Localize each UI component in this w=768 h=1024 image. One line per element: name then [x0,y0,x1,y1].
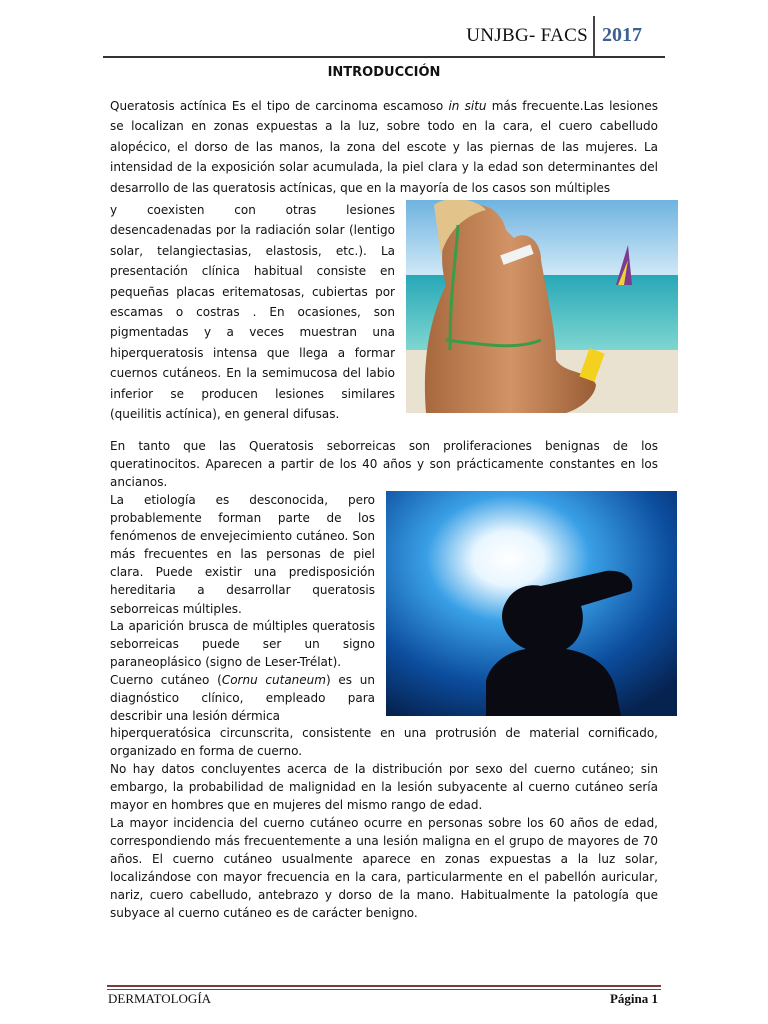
sun-silhouette-photo [386,491,677,716]
page-title: INTRODUCCIÓN [327,65,441,80]
paragraph-cuerno-continuation: hiperqueratósica circunscrita, consistente en una protrusión de material cornificado, organizado en forma de cuerno. [110,726,658,759]
beach-sunscreen-photo [406,200,678,413]
para1-text-rest: más frecuente.Las lesiones se localizan en zonas expuestas a la luz, sobre todo en la cara, el cuero cabelludo alopécico, el dorso de las manos, la zona del escote y las piernas de las mujeres. La intensidad de la exposición solar acumulada, la piel clara y la edad son determinantes del desarrollo de las queratosis actínicas, que en la mayoría de los casos son múltiples [110,99,658,195]
paragraph-queratosis-seborreicas: En tanto que las Queratosis seborreicas son proliferaciones benignas de los queratinocitos. Aparecen a partir de los 40 años y son prácticamente constantes en los ancianos. [110,439,658,490]
para1-italic: in situ [448,99,487,113]
paragraph-queratosis-left-column: y coexisten con otras lesiones desencadenadas por la radiación solar (lentigo solar, telangiectasias, elastosis, etc.). La presentación clínica habitual consiste en pequeñas placas eritematosas, cubiertas por escamas o costras . En ocasiones, son pigmentadas y a veces muestran una hiperqueratosis intensa que llega a formar cuernos cutáneos. En la semimucosa del labio inferior se producen lesiones similares (queilitis actínica), en general difusas. [110,203,395,422]
cuerno-text-end: ) es un diagnóstico clínico, empleado para describir una lesión dérmica [110,673,375,724]
header-year: 2017 [602,24,642,46]
paragraph-etiologia: La etiología es desconocida, pero probablemente forman parte de los fenómenos de envejecimiento cutáneo. Son más frecuentes en las personas de piel clara. Puede existir una predisposición hereditaria a desarrollar queratosis seborreicas múltiples. [110,493,375,616]
footer-rule-top [107,985,661,987]
header-separator [593,16,595,56]
cuerno-italic: Cornu cutaneum [221,673,326,687]
footer-page-number: Página 1 [609,991,658,1006]
header-org: UNJBG- FACS [466,25,588,46]
cuerno-text-start: Cuerno cutáneo ( [110,673,222,687]
paragraph-incidencia-edad: La mayor incidencia del cuerno cutáneo ocurre en personas sobre los 60 años de edad, correspondiendo más frecuentemente a una lesión maligna en el grupo de mayores de 70 años. El cuerno cutáneo usualmente aparece en zonas expuestas a la luz solar, localizándose con mayor frecuencia en la cara, particularmente en el pabellón auricular, nariz, cuero cabelludo, antebrazo y dorso de la mano. Habitualmente la patología que subyace al cuerno cutáneo es de carácter benigno. [110,816,658,921]
footer-section: DERMATOLOGÍA [108,991,212,1006]
beach-sunscreen-icon [406,200,678,413]
sun-silhouette-icon [386,491,677,716]
paragraph-distribucion-sexo: No hay datos concluyentes acerca de la distribución por sexo del cuerno cutáneo; sin embargo, la probabilidad de malignidad en la lesión subyacente al cuerno cutáneo sería mayor en hombres que en mujeres del mismo rango de edad. [110,762,658,813]
header-rule [103,56,665,58]
paragraph-cuerno-cutaneo [110,671,375,725]
paragraph-leser-trelat: La aparición brusca de múltiples queratosis seborreicas puede ser un signo paraneoplásico (signo de Leser-Trélat). [110,619,375,670]
para1-text-start: Queratosis actínica Es el tipo de carcinoma escamoso [110,99,449,113]
footer-rule-bottom [107,989,661,990]
paragraph-queratosis-actinica [110,96,658,198]
